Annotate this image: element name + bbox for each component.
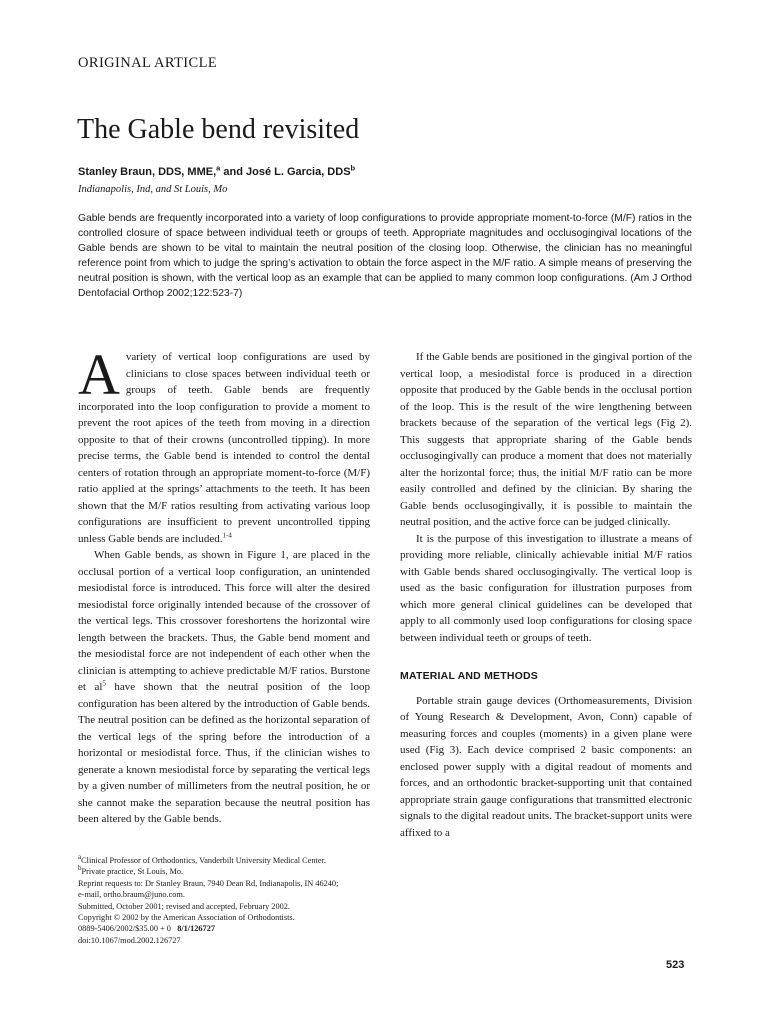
paragraph-1-text: variety of vertical loop configurations are used by clinicians to close spaces between individual teeth or groups of teeth. Gable bends are frequently incorporated into the loop configuration to provide a moment to prevent the root apices of the teeth from moving in a direction opposite to that of their crowns (uncontrolled tipping). In more precise terms, the Gable bend is intended to control the dental centers of rotation through an appropriate moment-to-force (M/F) ratio applied at the springs’ attachments to the teeth. It has been shown that the M/F ratios resulting from activating various loop configurations are insufficient to prevent uncontrolled tipping unless Gable bends are included. [78, 351, 370, 545]
reprint-request-line-1: Reprint requests to: Dr Stanley Braun, 7940 Dean Rd, Indianapolis, IN 46240; [78, 878, 339, 888]
footnote-a [78, 855, 378, 866]
section-label: ORIGINAL ARTICLE [78, 55, 218, 71]
citation-ref: 1-4 [222, 530, 232, 539]
body-paragraph-3: If the Gable bends are positioned in the gingival portion of the vertical loop, a mesiodistal force is produced in a direction opposite that produced by the Gable bends in the occlusal portion of the loop. This is the result of the wire lengthening between brackets because of the separation of the vertical legs (Fig 2). This suggests that appropriate sharing of the Gable bends occlusogingivally can produce a moment that does not materially alter the horizontal force; thus, the initial M/F ratio can be more easily controlled and defined by the clinician. By sharing the Gable bends occlusogingivally, it is possible to maintain the neutral position, and the active force can be judged clinically. [400, 351, 692, 528]
doi-line: doi:10.1067/mod.2002.126727 [78, 935, 181, 945]
author-affiliation: Indianapolis, Ind, and St Louis, Mo [78, 184, 228, 195]
body-paragraph-1 [78, 342, 370, 547]
author-line [78, 163, 356, 178]
author-2-affil-mark: b [350, 163, 356, 173]
article-title: The Gable bend revisited [77, 114, 360, 145]
footnote-b [78, 866, 378, 877]
paragraph-2-text-a: When Gable bends, as shown in Figure 1, are placed in the occlusal portion of a vertical loop configuration, an unintended mesiodistal force is introduced. This force will alter the desired mesiodistal force originally intended because of the crossover of the vertical legs. This crossover foreshortens the horizontal wire length between the brackets. Thus, the Gable bend moment and the mesiodistal force are not independent of each other when the clinician is attempting to achieve predictable M/F ratios. Burstone et al [78, 549, 370, 693]
body-column-left [78, 342, 370, 828]
reprint-request-line-2: e-mail, ortho.braum@juno.com. [78, 890, 185, 900]
author-joiner: and [220, 166, 246, 178]
author-1: Stanley Braun, DDS, MME, [78, 166, 217, 178]
copyright-notice: Copyright © 2002 by the American Association of Orthodontists. [78, 913, 295, 923]
issn: 0889-5406/2002/$35.00 + 0 [78, 924, 171, 934]
body-paragraph-5: Portable strain gauge devices (Orthomeasurements, Division of Young Research & Development, Avon, Conn) capable of measuring forces and couples (moments) in a given plane were used (Fig 3). Each device comprised 2 basic components: an enclosed power supply with a digital readout of moments and forces, and an orthodontic bracket-supporting unit that contained appropriate strain gauge configurations that transmitted electronic signals to the digital readout units. The bracket-support units were affixed to a [400, 694, 692, 839]
footnotes [78, 855, 378, 946]
author-2: José L. Garcia, DDS [245, 166, 351, 178]
footnote-mark: a [78, 853, 82, 862]
footnote-text: Clinical Professor of Orthodontics, Vanderbilt University Medical Center. [81, 856, 326, 865]
drop-cap: A [78, 342, 120, 407]
body-paragraph-2 [78, 547, 370, 828]
footnote-text: Private practice, St Louis, Mo. [81, 867, 184, 877]
issn-line [78, 923, 378, 934]
footnote-mark: b [78, 864, 82, 873]
author-1-affil-mark: a [216, 163, 221, 173]
body-paragraph-4: It is the purpose of this investigation to illustrate a means of providing more reliable, clinically achievable initial M/F ratios with Gable bends shared occlusogingivally. The vertical loop is used as the basic configuration for illustration purposes from which more general clinical guidelines can be developed that apply to all commonly used loop configurations for closing space between individual teeth or groups of teeth. [400, 532, 692, 644]
section-heading: MATERIAL AND METHODS [400, 670, 538, 682]
submission-dates: Submitted, October 2001; revised and accepted, February 2002. [78, 901, 290, 911]
paragraph-2-text-b: have shown that the neutral position of the loop configuration has been altered by the introduction of Gable bends. The neutral position can be defined as the horizontal separation of the vertical legs of the spring before the introduction of a horizontal or mesiodistal force. Thus, if the clinician wishes to generate a known mesiodistal force by separating the vertical legs by a given number of millimeters from the neutral position, he or she cannot make the separation because the neutral position has been altered by the Gable bends. [78, 681, 370, 825]
body-column-right [400, 349, 692, 841]
citation-ref: 5 [102, 679, 106, 688]
article-code: 8/1/126727 [177, 924, 215, 934]
page-number: 523 [666, 959, 685, 971]
abstract: Gable bends are frequently incorporated into a variety of loop configurations to provide appropriate moment-to-force (M/F) ratios in the controlled closure of space between individual teeth or groups of teeth. Appropriate magnitudes and occlusogingival locations of the Gable bends are shown to be vital to maintain the neutral position of the closing loop. Otherwise, the clinician has no meaningful reference point from which to judge the spring’s activation to obtain the force aspect in the M/F ratio. A simple means of preserving the neutral position is shown, with the vertical loop as an example that can be applied to many common loop configurations. (Am J Orthod Dentofacial Orthop 2002;122:523-7) [78, 213, 692, 299]
